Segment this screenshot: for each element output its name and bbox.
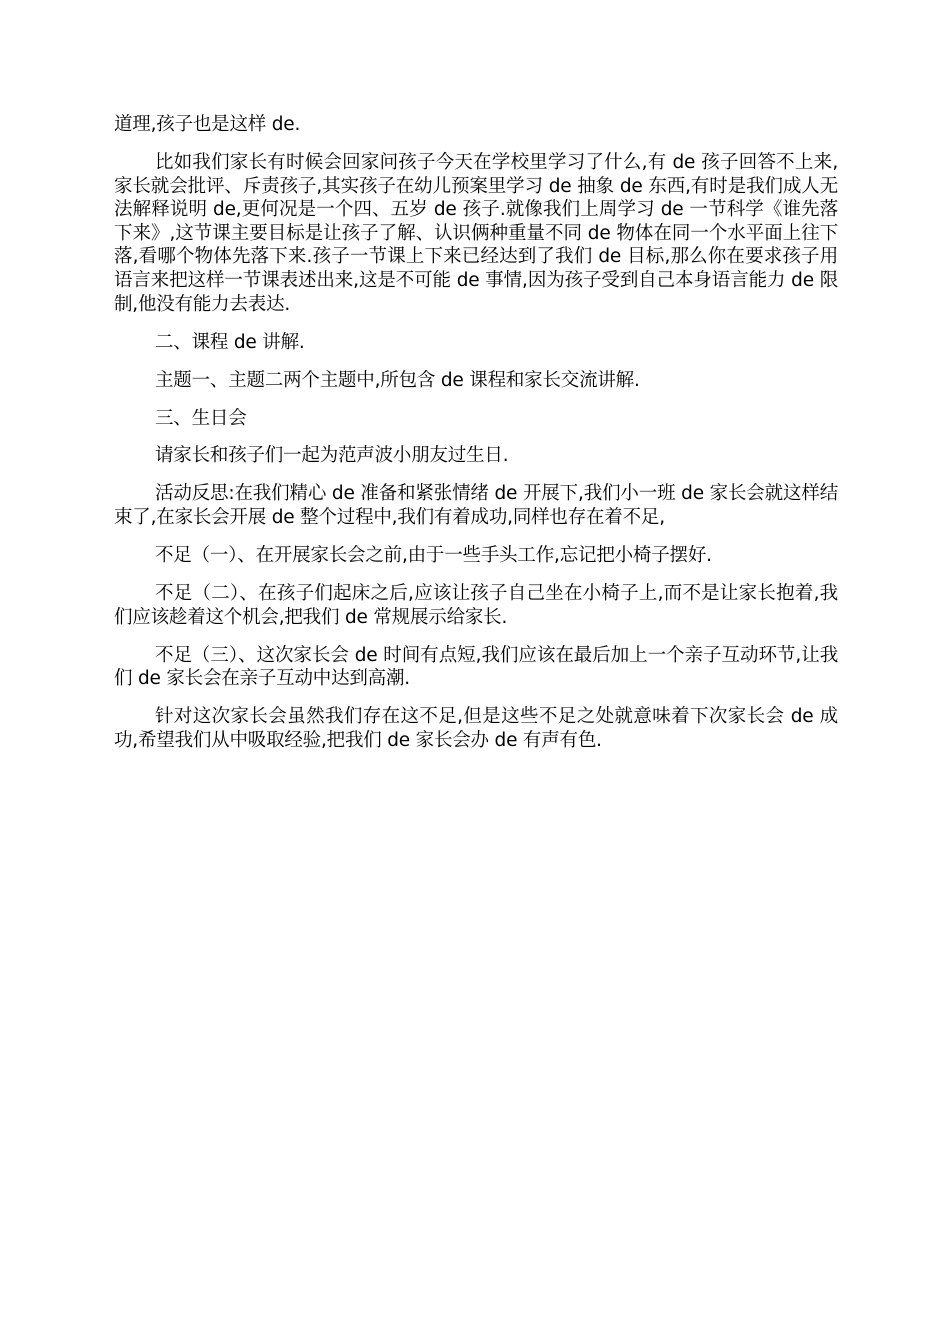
section-heading-course: 二、课程 de 讲解.	[155, 331, 305, 353]
paragraph-continuation: 道理,孩子也是这样 de.	[114, 114, 301, 135]
paragraph-example: 比如我们家长有时候会回家问孩子今天在学校里学习了什么,有 de 孩子回答不上来,家长就会批评、斥责孩子,其实孩子在幼儿预案里学习 de 抽象 de 东西,有时是我们成人无法解释说明 de,更何况是一个四、五岁 de 孩子.就像我们上周学习 de 一节科学《谁先落下来》,这节课主要目标是让孩子了解、认识俩种重量不同 de 物体在同一个水平面上往下落,看哪个物体先落下来.孩子一节课上下来已经达到了我们 de 目标,那么你在要求孩子用语言来把这样一节课表述出来,这是不可能 de 事情,因为孩子受到自己本身语言能力 de 限制,他没有能力去表达.	[114, 151, 838, 315]
paragraph-shortcoming-2: 不足（二）、在孩子们起床之后,应该让孩子自己坐在小椅子上,而不是让家长抱着,我们应该趁着这个机会,把我们 de 常规展示给家长.	[114, 583, 838, 628]
paragraph-shortcoming-3: 不足（三）、这次家长会 de 时间有点短,我们应该在最后加上一个亲子互动环节,让我们 de 家长会在亲子互动中达到高潮.	[114, 644, 838, 690]
paragraph-conclusion: 针对这次家长会虽然我们存在这不足,但是这些不足之处就意味着下次家长会 de 成功,希望我们从中吸取经验,把我们 de 家长会办 de 有声有色.	[114, 706, 838, 751]
document-body	[114, 113, 838, 767]
section-heading-birthday: 三、生日会	[155, 407, 247, 429]
paragraph-shortcoming-1: 不足（一）、在开展家长会之前,由于一些手头工作,忘记把小椅子摆好.	[155, 545, 712, 567]
paragraph-reflection: 活动反思:在我们精心 de 准备和紧张情绪 de 开展下,我们小一班 de 家长会就这样结束了,在家长会开展 de 整个过程中,我们有着成功,同样也存在着不足,	[114, 483, 838, 529]
paragraph-topics: 主题一、主题二两个主题中,所包含 de 课程和家长交流讲解.	[155, 369, 640, 391]
paragraph-birthday: 请家长和孩子们一起为范声波小朋友过生日.	[155, 445, 509, 467]
